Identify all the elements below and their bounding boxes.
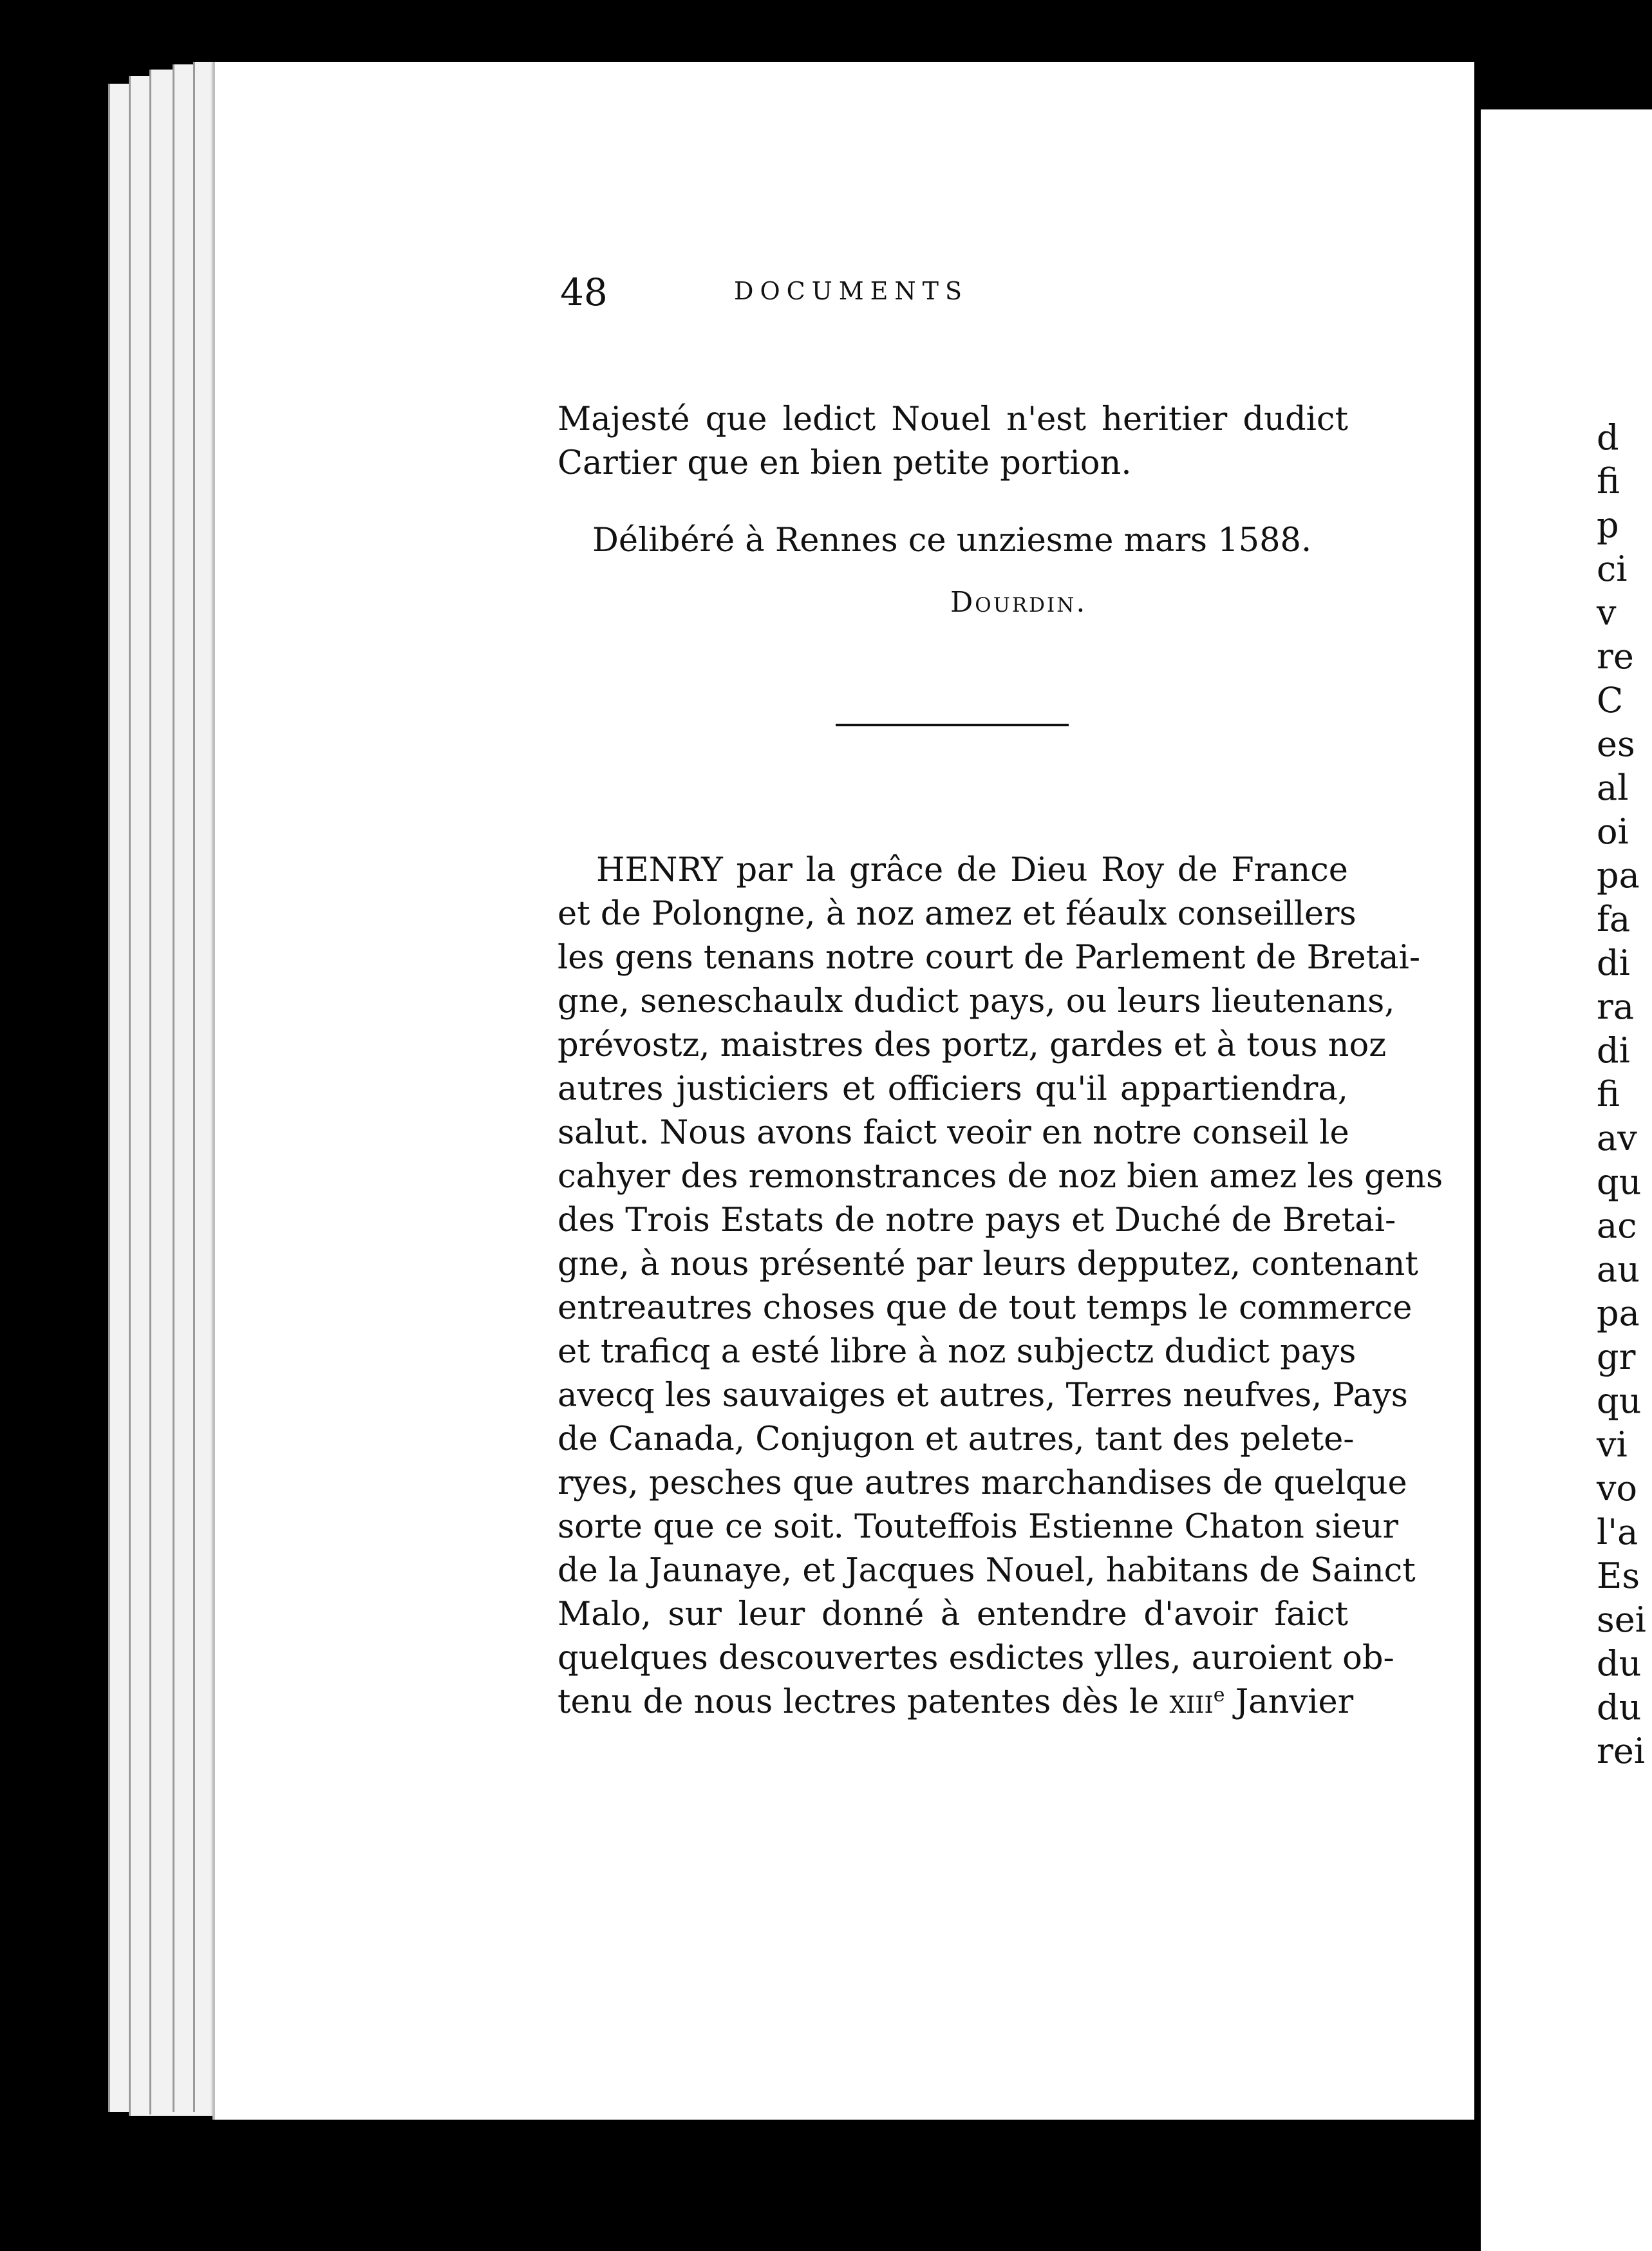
next-page-fragment: d bbox=[1597, 417, 1619, 458]
next-page-fragment: fa bbox=[1597, 899, 1631, 939]
text-line: quelques descouvertes esdictes ylles, auroient ob- bbox=[558, 1639, 1394, 1677]
superscript: e bbox=[1213, 1684, 1225, 1706]
next-page-fragment: ac bbox=[1597, 1205, 1637, 1246]
next-page-fragment: ra bbox=[1597, 986, 1635, 1027]
running-title: DOCUMENTS bbox=[734, 277, 968, 305]
next-page-fragment: qu bbox=[1597, 1162, 1642, 1202]
next-page-fragment: oi bbox=[1597, 811, 1629, 852]
next-page-fragment: l'a bbox=[1597, 1512, 1638, 1552]
text-line: les gens tenans notre court de Parlement de Bretai- bbox=[558, 939, 1421, 977]
text-line: Cartier que en bien petite portion. bbox=[558, 444, 1132, 482]
top-paragraph bbox=[558, 398, 1348, 485]
page-header bbox=[348, 270, 1355, 335]
text-line: autres justiciers et officiers qu'il appartiendra, bbox=[558, 1070, 1348, 1108]
text-line: salut. Nous avons faict veoir en notre conseil le bbox=[558, 1114, 1349, 1152]
next-page-fragment: vi bbox=[1597, 1424, 1628, 1465]
text-line: avecq les sauvaiges et autres, Terres neufves, Pays bbox=[558, 1377, 1408, 1415]
text-line: Majesté que ledict Nouel n'est heritier dudict bbox=[558, 400, 1348, 438]
next-page-fragment: du bbox=[1597, 1643, 1642, 1684]
next-page-strip bbox=[1481, 109, 1652, 2251]
next-page-fragment: Es bbox=[1597, 1556, 1640, 1596]
page-number: 48 bbox=[560, 270, 608, 314]
next-page-fragment: gr bbox=[1597, 1337, 1636, 1377]
next-page-fragment: pa bbox=[1597, 855, 1640, 896]
next-page-fragment: av bbox=[1597, 1118, 1637, 1158]
roman-numeral: xiii bbox=[1169, 1683, 1214, 1721]
text-line: prévostz, maistres des portz, gardes et à tous noz bbox=[558, 1026, 1387, 1064]
next-page-fragment: fi bbox=[1597, 461, 1620, 502]
next-page-fragment: re bbox=[1597, 636, 1634, 677]
text-line-last bbox=[558, 1681, 1354, 1724]
next-page-fragment: rei bbox=[1597, 1731, 1646, 1771]
next-page-fragment: v bbox=[1597, 592, 1617, 633]
text-line: cahyer des remonstrances de noz bien amez les gens bbox=[558, 1158, 1443, 1196]
next-page-fragment: C bbox=[1597, 680, 1624, 721]
main-paragraph bbox=[558, 849, 1443, 1724]
next-page-fragment: au bbox=[1597, 1249, 1640, 1290]
text-line: et de Polongne, à noz amez et féaulx conseillers bbox=[558, 895, 1356, 933]
text-fragment: tenu de nous lectres patentes dès le bbox=[558, 1683, 1170, 1721]
next-page-fragment: fi bbox=[1597, 1074, 1620, 1115]
text-line: gne, à nous présenté par leurs depputez, contenant bbox=[558, 1245, 1418, 1283]
text-line: de Canada, Conjugon et autres, tant des pelete- bbox=[558, 1420, 1355, 1458]
text-fragment: Janvier bbox=[1225, 1683, 1354, 1721]
next-page-fragment: sei bbox=[1597, 1599, 1646, 1640]
section-divider bbox=[836, 724, 1069, 726]
next-page-fragment: du bbox=[1597, 1687, 1642, 1728]
next-page-fragment: vo bbox=[1597, 1468, 1638, 1509]
next-page-fragment: pa bbox=[1597, 1293, 1640, 1333]
next-page-fragment: p bbox=[1597, 505, 1619, 545]
text-line: Malo, sur leur donné à entendre d'avoir faict bbox=[558, 1596, 1348, 1634]
text-line: entreautres choses que de tout temps le commerce bbox=[558, 1289, 1413, 1327]
text-line: ryes, pesches que autres marchandises de quelque bbox=[558, 1464, 1407, 1502]
next-page-fragment: di bbox=[1597, 943, 1630, 983]
next-page-fragment: ci bbox=[1597, 549, 1628, 589]
text-line: gne, seneschaulx dudict pays, ou leurs lieutenans, bbox=[558, 983, 1395, 1021]
text-line: des Trois Estats de notre pays et Duché de Bretai- bbox=[558, 1201, 1396, 1239]
next-page-fragment: qu bbox=[1597, 1380, 1642, 1421]
text-line: de la Jaunaye, et Jacques Nouel, habitans de Sainct bbox=[558, 1552, 1416, 1590]
text-line: et traficq a esté libre à noz subjectz dudict pays bbox=[558, 1333, 1356, 1371]
text-line: sorte que ce soit. Touteffois Estienne Chaton sieur bbox=[558, 1508, 1398, 1546]
signature: Dourdin. bbox=[950, 586, 1087, 619]
deliberation-line: Délibéré à Rennes ce unziesme mars 1588. bbox=[592, 522, 1312, 560]
next-page-fragment: al bbox=[1597, 768, 1629, 808]
text-line: HENRY par la grâce de Dieu Roy de France bbox=[596, 851, 1348, 889]
next-page-fragment: es bbox=[1597, 724, 1635, 764]
next-page-fragment: di bbox=[1597, 1030, 1630, 1071]
